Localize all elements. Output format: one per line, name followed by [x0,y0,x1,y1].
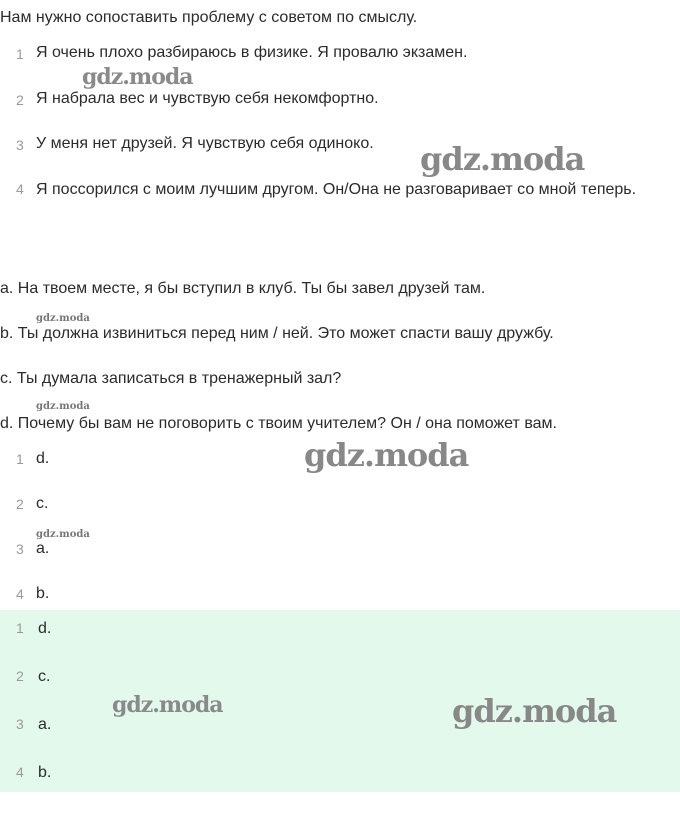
answer-number: 1 [16,451,24,467]
answer-value: d. [38,620,52,637]
problem-item [0,44,680,66]
answer-value: a. [36,540,50,557]
answer-number: 2 [16,668,24,684]
advice-option-a: a. На твоем месте, я бы вступил в клуб. Ты бы завел друзей там. [0,280,486,297]
answer-value: c. [38,668,51,685]
watermark: gdz.moda [82,64,193,90]
advice-option-b: b. Ты должна извиниться перед ним / ней. Это может спасти вашу дружбу. [0,325,554,342]
advice-option-c: c. Ты думала записаться в тренажерный зал? [0,370,342,387]
problem-number: 1 [16,46,24,62]
problem-item [0,90,680,112]
answer-number: 2 [16,496,24,512]
answer-number: 1 [16,620,24,636]
watermark: gdz.moda [420,140,585,178]
watermark: gdz.moda [112,692,223,718]
task-instruction: Нам нужно сопоставить проблему с советом по смыслу. [0,9,418,26]
problem-text: Я поссорился с моим лучшим другом. Он/Она не разговаривает со мной теперь. [36,181,637,198]
advice-option-d: d. Почему бы вам не поговорить с твоим учителем? Он / она поможет вам. [0,415,557,432]
watermark: gdz.moda [36,313,90,324]
problem-number: 3 [16,137,24,153]
watermark: gdz.moda [304,436,469,474]
answer-value: b. [38,764,52,781]
problem-text: Я набрала вес и чувствую себя некомфортно. [36,90,379,107]
answer-value: d. [36,450,50,467]
watermark: gdz.moda [36,401,90,412]
watermark: gdz.moda [452,692,617,730]
answer-value: c. [36,495,49,512]
answer-number: 3 [16,716,24,732]
problem-item [0,179,680,239]
watermark: gdz.moda [36,529,90,540]
answer-value: b. [36,585,50,602]
answer-number: 4 [16,764,24,780]
problem-text: Я очень плохо разбираюсь в физике. Я провалю экзамен. [36,44,468,61]
problem-number: 4 [16,181,24,197]
answer-number: 3 [16,541,24,557]
problem-text: У меня нет друзей. Я чувствую себя одиноко. [36,135,374,152]
answer-number: 4 [16,586,24,602]
answer-value: a. [38,716,52,733]
problem-number: 2 [16,92,24,108]
